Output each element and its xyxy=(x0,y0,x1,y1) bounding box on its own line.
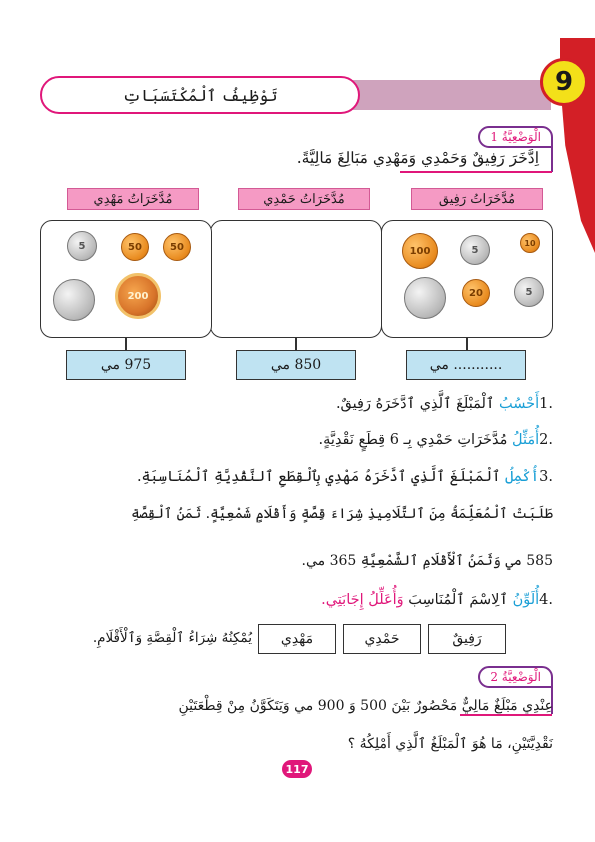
savings-box-mahdi xyxy=(40,220,212,338)
coin-50: 50 xyxy=(163,233,191,261)
choices-tail-text: يُمْكِنُهُ شِرَاءُ ٱلْقِصَّةِ وَٱلْأَقْلَامِ. xyxy=(92,630,252,646)
question-verb: أُلَوِّنُ xyxy=(512,592,540,608)
stem-hamdi xyxy=(295,338,297,350)
question-number: .3 xyxy=(539,469,553,485)
lesson-number: 9 xyxy=(540,58,588,106)
paragraph-line-1: طَلَبَتْ ٱلْمُعَلِّمَةُ مِنَ ٱلتَّلَامِيذِ شِرَاءَ قِصَّةٍ وَأَقْلَامٍ شَمْعِيَّةٍ. ثَمَنُ ٱلْقِصَّةِ xyxy=(131,506,553,522)
question-text: مُدَّخَرَاتِ حَمْدِي بِـ 6 قِطَعٍ نَقْدِيَّةٍ. xyxy=(318,432,512,448)
question-2 xyxy=(319,432,553,448)
situation-2-line-2: نَقْدِيَّتَيْنِ، مَا هُوَ ٱلْمَبْلَغُ ٱلَّذِي أَمْلِكُهُ ؟ xyxy=(347,736,553,752)
paragraph-line-2: 585 مي وَثَمَنُ ٱلْأَقْلَامِ ٱلشَّمْعِيَّةِ 365 مي. xyxy=(301,553,553,569)
choice-hamdi[interactable]: حَمْدِي xyxy=(343,624,421,654)
stem-mahdi xyxy=(125,338,127,350)
coin-5: 5 xyxy=(514,277,544,307)
savings-label-mahdi: مُدَّخَرَاتُ مَهْدِي xyxy=(67,188,199,210)
situation-2-line-1: عِنْدِي مَبْلَغٌ مَالِيٌّ مَحْصُورٌ بَيْنَ 500 وَ 900 مي وَيَتَكَوَّنُ مِنْ قِطْعَتَيْنِ xyxy=(178,698,553,714)
stem-rafiq xyxy=(466,338,468,350)
coin-200: 200 xyxy=(115,273,161,319)
savings-box-rafiq xyxy=(381,220,553,338)
question-number: .2 xyxy=(539,432,553,448)
question-verb: أَحْسُبُ xyxy=(498,396,540,412)
coin-100: 100 xyxy=(402,233,438,269)
page-number: 117 xyxy=(282,760,312,778)
amount-hamdi: 850 مي xyxy=(236,350,356,380)
situation-1-intro: اِدَّخَرَ رَفِيقٌ وَحَمْدِي وَمَهْدِي مَبَالِغَ مَالِيَّةً. xyxy=(296,149,539,167)
question-text: ٱلِاسْمَ ٱلْمُنَاسِبَ xyxy=(403,592,513,608)
question-number: .4 xyxy=(539,592,553,608)
coin-50: 50 xyxy=(121,233,149,261)
question-verb: أُكْمِلُ xyxy=(505,469,540,485)
coin-10: 10 xyxy=(520,233,540,253)
situation-1-tab: الْوَضْعِيَّةُ 1 xyxy=(478,126,553,148)
section-title: تَوْظِيفُ ٱلْمُكْتَسَبَاتِ xyxy=(40,76,360,114)
savings-label-rafiq: مُدَّخَرَاتُ رَفِيق xyxy=(411,188,543,210)
question-3 xyxy=(137,469,553,485)
question-4 xyxy=(321,592,553,608)
amount-mahdi: 975 مي xyxy=(66,350,186,380)
amount-rafiq[interactable]: ........... مي xyxy=(406,350,526,380)
situation-2-underline xyxy=(460,714,552,716)
situation-1-underline xyxy=(400,171,552,173)
coin-5: 5 xyxy=(460,235,490,265)
question-text: ٱلْمَبْلَغَ ٱلَّذِي ٱدَّخَرَهُ مَهْدِي بِٱلْقِطَعِ ٱلنَّقْدِيَّةِ ٱلْمُنَاسِبَةِ. xyxy=(136,469,506,485)
savings-box-hamdi[interactable] xyxy=(210,220,382,338)
situation-1-vline xyxy=(551,146,553,172)
situation-2-tab: الْوَضْعِيَّةُ 2 xyxy=(478,666,553,688)
question-verb: أُمَثِّلُ xyxy=(512,432,540,448)
choice-mahdi[interactable]: مَهْدِي xyxy=(258,624,336,654)
coin-5: 5 xyxy=(67,231,97,261)
choice-rafiq[interactable]: رَفِيقٌ xyxy=(428,624,506,654)
question-1 xyxy=(336,396,553,412)
savings-label-hamdi: مُدَّخَرَاتُ حَمْدِي xyxy=(238,188,370,210)
coin-silver-large xyxy=(53,279,95,321)
coin-silver-large xyxy=(404,277,446,319)
question-verb-2: وَأُعَلِّلُ إِجَابَتِي. xyxy=(321,592,404,608)
question-number: .1 xyxy=(539,396,553,412)
question-text: ٱلْمَبْلَغَ ٱلَّذِي ٱدَّخَرَهُ رَفِيقٌ. xyxy=(335,396,499,412)
coin-20: 20 xyxy=(462,279,490,307)
